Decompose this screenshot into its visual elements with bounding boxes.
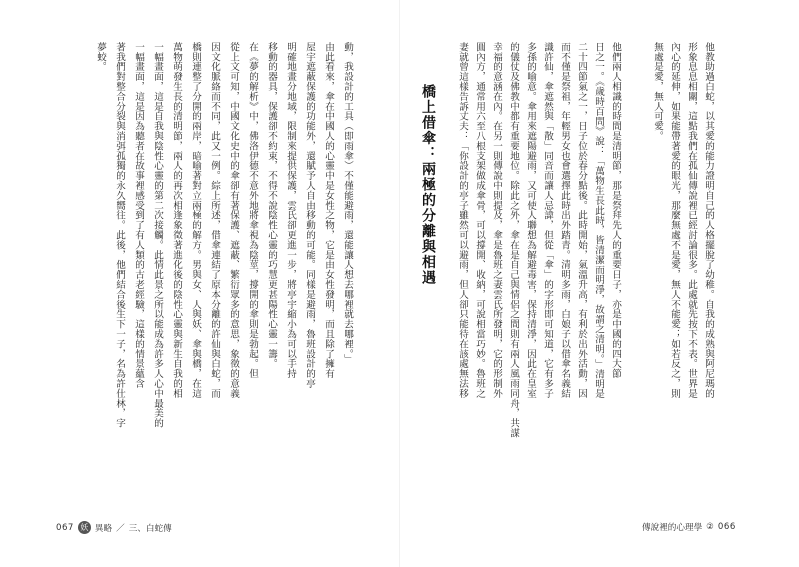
right-page-column-3: 內心的延伸，如果能帶著愛的眼光，那麼無處不是愛，無人不能愛；如若反之，則 <box>669 42 680 399</box>
left-footer-chapter: 三、白蛇傳 <box>128 523 172 534</box>
right-page-column-8: 而不僅是祭祖，年輕男女也會選擇此時出外踏青。清明多雨，白娘子以借傘名義結 <box>559 42 570 399</box>
left-page-number: 067 <box>56 522 74 533</box>
right-page-column-12: 幸福的意涵在內。在另一則傳說中則提及，傘是魯班之妻雲氏所發明，它的形制外 <box>491 42 502 399</box>
left-page-column-12: 一幅畫面，這是因為聽者在故事裡感受到了有人類的古老經驗，這樣的情景蘊含 <box>133 42 144 389</box>
book-series-badge-icon: 妖 <box>78 521 91 534</box>
right-page-column-2: 形象息息相關，這點我們在孤仙傳說裡已經討論很多。此處就先按下不表。世界是 <box>686 42 697 399</box>
left-page-footer <box>56 521 172 534</box>
left-page-column-11: 一幅畫面，這是自我與陰性心靈的第二次接觸。此情此景之所以能成為許多人心中最美的 <box>152 42 163 429</box>
left-footer-book-title: 異略 <box>94 523 113 534</box>
right-page-column-10: 多孫的喻意。傘用來遮陽避雨，又可使人聯想為解避毒害，保持清淨，因此在皇室 <box>525 42 536 399</box>
left-page-column-10: 萬物萌發生長的清明節，兩人的再次相逢象徵著進化後的陰性心靈與新生自我的相 <box>171 42 182 399</box>
right-page-column-13: 圓內方，通常用六至八根支架做成傘骨，可以撐開、收納，可說相當巧妙。魯班之 <box>474 42 485 399</box>
left-page-column-7: 從上文可知，中國文化史中的傘卻有著保護、遮蔽、繁衍眾多的意思，象徵的意義 <box>228 42 239 399</box>
left-page-column-4: 明確地畫分地域，限制來提供保護，雲氏卻更進一步，將亭宇縮小為可以手持 <box>285 42 296 379</box>
left-page-column-1: 動，我設計的工具（即雨傘）不僅能避雨，還能讓人想去哪裡就去哪裡。」 <box>342 42 353 364</box>
left-page-column-8: 因文化脈絡而不同，此又一例。綜上所述，借傘連結了原本分離的許仙與白蛇，而 <box>209 42 220 399</box>
page-gutter <box>399 0 400 567</box>
right-footer-book-title: 傳說裡的心理學 <box>642 523 703 533</box>
right-page-column-11: 的儀仗及佛教中都有重要地位。除此之外，傘在是自己與情侶之間則有兩人風雨同舟，共謀 <box>508 42 519 438</box>
right-page-column-1: 他教助過白蛇，以其愛的能力證明自己的人格擺脫了幼稚。自我的成熟與阿尼瑪的 <box>703 42 714 399</box>
right-page-column-14: 妻就曾這樣告訴丈夫：「你設計的亭子雖然可以避雨，但人卻只能待在該處無法移 <box>457 42 468 399</box>
right-page-column-6: 日之一。《歲時百問》說：「萬物生長此時，皆清潔而明淨，故謂之清明。」清明是 <box>593 42 604 399</box>
right-page-column-4: 無處是愛，無人可愛。 <box>652 42 663 141</box>
left-page-column-3: 屋宇遮蔽保護的功能外，還賦予人自由移動的可能。同樣是避雨，魯班設計的亭 <box>304 42 315 389</box>
right-page-column-7: 二十四節氣之一，日子位於春分點後。此時開始，氣溫升高，有利於出外活動，因 <box>576 42 587 399</box>
right-page-column-5: 他們兩人相識的時間是清明節，那是祭拜先人的重要日子，亦是中國的四大節 <box>610 42 621 379</box>
left-page-column-13: 著我們對整合分裂與消弭孤獨的永久嚮往。此後，他們結合後生下一子，名為許仕林，字 <box>114 42 125 429</box>
left-page-column-6: 在《夢的解析》中，佛洛伊德不意外地將傘視為陰莖，撐開的傘則是勃起。但 <box>247 42 258 379</box>
section-heading: 橋上借傘：兩極的分離與相遇 <box>420 84 436 286</box>
right-page-column-9: 識許仙，傘遮然與「散」同音而讓人忌諱，但從「傘」的字形即可知道，它有多子 <box>542 42 553 399</box>
left-page-column-14: 夢蛟。 <box>95 42 106 72</box>
left-page-column-5: 移動的器具，保護卻不約束，不得不說陰性心靈的巧慧更甚陽性心靈一籌。 <box>266 42 277 369</box>
right-footer-volume-badge: ② <box>706 522 714 532</box>
right-page-number: 066 <box>717 522 736 532</box>
left-page-column-9: 橋則連整了分開的兩岸，暗喻著對立兩極的解方。男與女、人與妖、傘與橋，在這 <box>190 42 201 399</box>
footer-separator: ／ <box>116 523 125 534</box>
right-page-footer <box>642 521 736 533</box>
left-page-column-2: 由此看來，傘在中國人的心靈中是女性之物，它是由女性發明，而且除了擁有 <box>323 42 334 379</box>
